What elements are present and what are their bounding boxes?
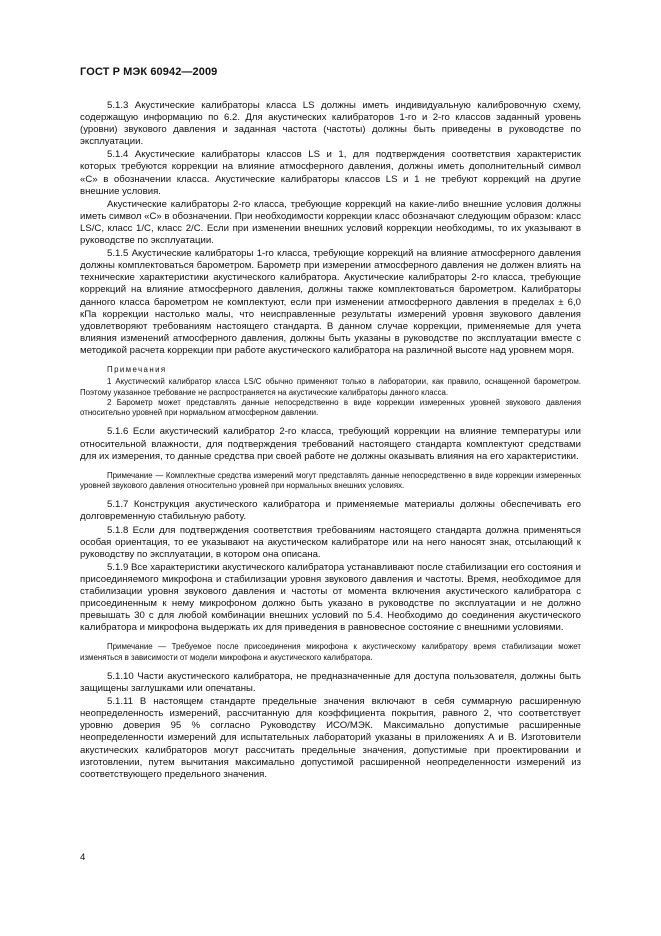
paragraph-5-1-4: 5.1.4 Акустические калибраторы классов LS и 1, для подтверждения соответствия характеристик которых требуются коррекции на влияние атмосферного давления, должны иметь дополнительный символ «С» в обозначении класса. Акустические калибраторы классов LS и 1 не требуют коррекций на другие внешние условия. <box>80 149 581 197</box>
note-3: Примечание — Требуемое после присоединения микрофона к акустическому калибратору время стабилизации может изменяться в зависимости от модели микрофона и акустического калибратора. <box>80 642 581 662</box>
page-number: 4 <box>80 852 86 863</box>
paragraph-5-1-8: 5.1.8 Если для подтверждения соответствия требованиям настоящего стандарта должна применяться особая ориентация, то ее указывают на акустическом калибраторе или на него наносят знак, отсылающий к руководству по эксплуатации, в котором она описана. <box>80 524 581 560</box>
note-block-3 <box>80 642 581 663</box>
page-header: ГОСТ Р МЭК 60942—2009 <box>80 66 218 78</box>
note-item-1: 1 Акустический калибратор класса LS/C обычно применяют только в лаборатории, как правило, оснащенной барометром. Поэтому указанное требование не распространяется на акустические калибраторы данного класса. <box>80 377 581 397</box>
paragraph-5-1-4-class2: Акустические калибраторы 2-го класса, требующие коррекций на какие-либо внешние условия должны иметь символ «С» в обозначении. При необходимости коррекции класс обозначают следующим образом: класс LS/C, класс 1/C, класс 2/C. Если при изменении внешних условий коррекции необходимы, то их указывают в руководстве по эксплуатации. <box>80 198 581 247</box>
note-block-2 <box>80 471 581 492</box>
paragraph-5-1-10: 5.1.10 Части акустического калибратора, не предназначенные для доступа пользователя, должны быть защищены заглушками или опечатаны. <box>80 670 581 695</box>
paragraph-5-1-7: 5.1.7 Конструкция акустического калибратора и применяемые материалы должны обеспечивать его долговременную стабильную работу. <box>80 499 581 523</box>
note-item-2: 2 Барометр может представлять данные непосредственно в виде коррекции измеренных уровней звукового давления относительно уровней при нормальном атмосферном давлении. <box>80 397 581 418</box>
body-text <box>80 100 581 781</box>
paragraph-5-1-6: 5.1.6 Если акустический калибратор 2-го класса, требующий коррекции на влияние температуры или относительной влажности, для подтверждения требований настоящего стандарта комплектуют средствами для их измерения, то данные средства при своей работе не должны оказывать влияния на его характеристики. <box>80 426 581 462</box>
paragraph-5-1-5: 5.1.5 Акустические калибраторы 1-го класса, требующие коррекций на влияние атмосферного давления должны комплектоваться барометром. Барометр при измерении атмосферного давления не должен влиять на технические характеристики акустического калибратора. Акустические калибраторы 2-го класса, требующие коррекций на влияние атмосферного давления, должны также комплектоваться барометром. Калибраторы данного класса барометром не комплектуют, если при изменении атмосферного давления в пределах ± 6,0 кПа коррекции настолько малы, что неисправленные результаты измерений уровня звукового давления удовлетворяют требованиям настоящего стандарта. В данном случае коррекции, применяемые для учета влияния изменений атмосферного давления, должны быть указаны в руководстве по эксплуатации вместе с методикой расчета коррекции при работе акустического калибратора на различной высоте над уровнем моря. <box>80 248 581 356</box>
notes-title: Примечания <box>107 364 167 374</box>
paragraph-5-1-3: 5.1.3 Акустические калибраторы класса LS должны иметь индивидуальную калибровочную схему, содержащую информацию по 6.2. Для акустических калибраторов 1-го и 2-го классов заданный уровень (уровни) звукового давления и заданная частота (частоты) должны быть приведены в руководстве по эксплуатации. <box>80 100 581 148</box>
notes-block-1 <box>80 365 581 418</box>
note-2: Примечание — Комплектные средства измерений могут представлять данные непосредственно в виде коррекции измеренных уровней звукового давления относительно уровней при нормальных внешних условиях. <box>80 470 581 491</box>
paragraph-5-1-11: 5.1.11 В настоящем стандарте предельные значения включают в себя суммарную расширенную неопределенность измерений, рассчитанную для коэффициента покрытия, равного 2, что соответствует уровню доверия 95 % согласно Руководству ИСО/МЭК. Максимально допустимые расширенные неопределенности измерений для испытательных лабораторий указаны в приложениях А и В. Изготовители акустических калибраторов могут рассчитать предельные значения, допустимые при проектировании и изготовлении, путем вычитания максимально допустимой расширенной неопределенности измерений из соответствующего предельного значения. <box>80 696 581 780</box>
paragraph-5-1-9: 5.1.9 Все характеристики акустического калибратора устанавливают после стабилизации его состояния и присоединяемого микрофона и стабилизации уровня звукового давления и частоты. Время, необходимое для стабилизации уровня звукового давления и частоты от момента включения акустического калибратора с присоединенным к нему микрофоном должно быть указано в руководстве по эксплуатации и не должно превышать 30 с для любой комбинации внешних условий по 5.4. Необходимо до соединения акустического калибратора и микрофона выдержать их для приведения в равновесное состояние с внешними условиями. <box>80 561 581 634</box>
